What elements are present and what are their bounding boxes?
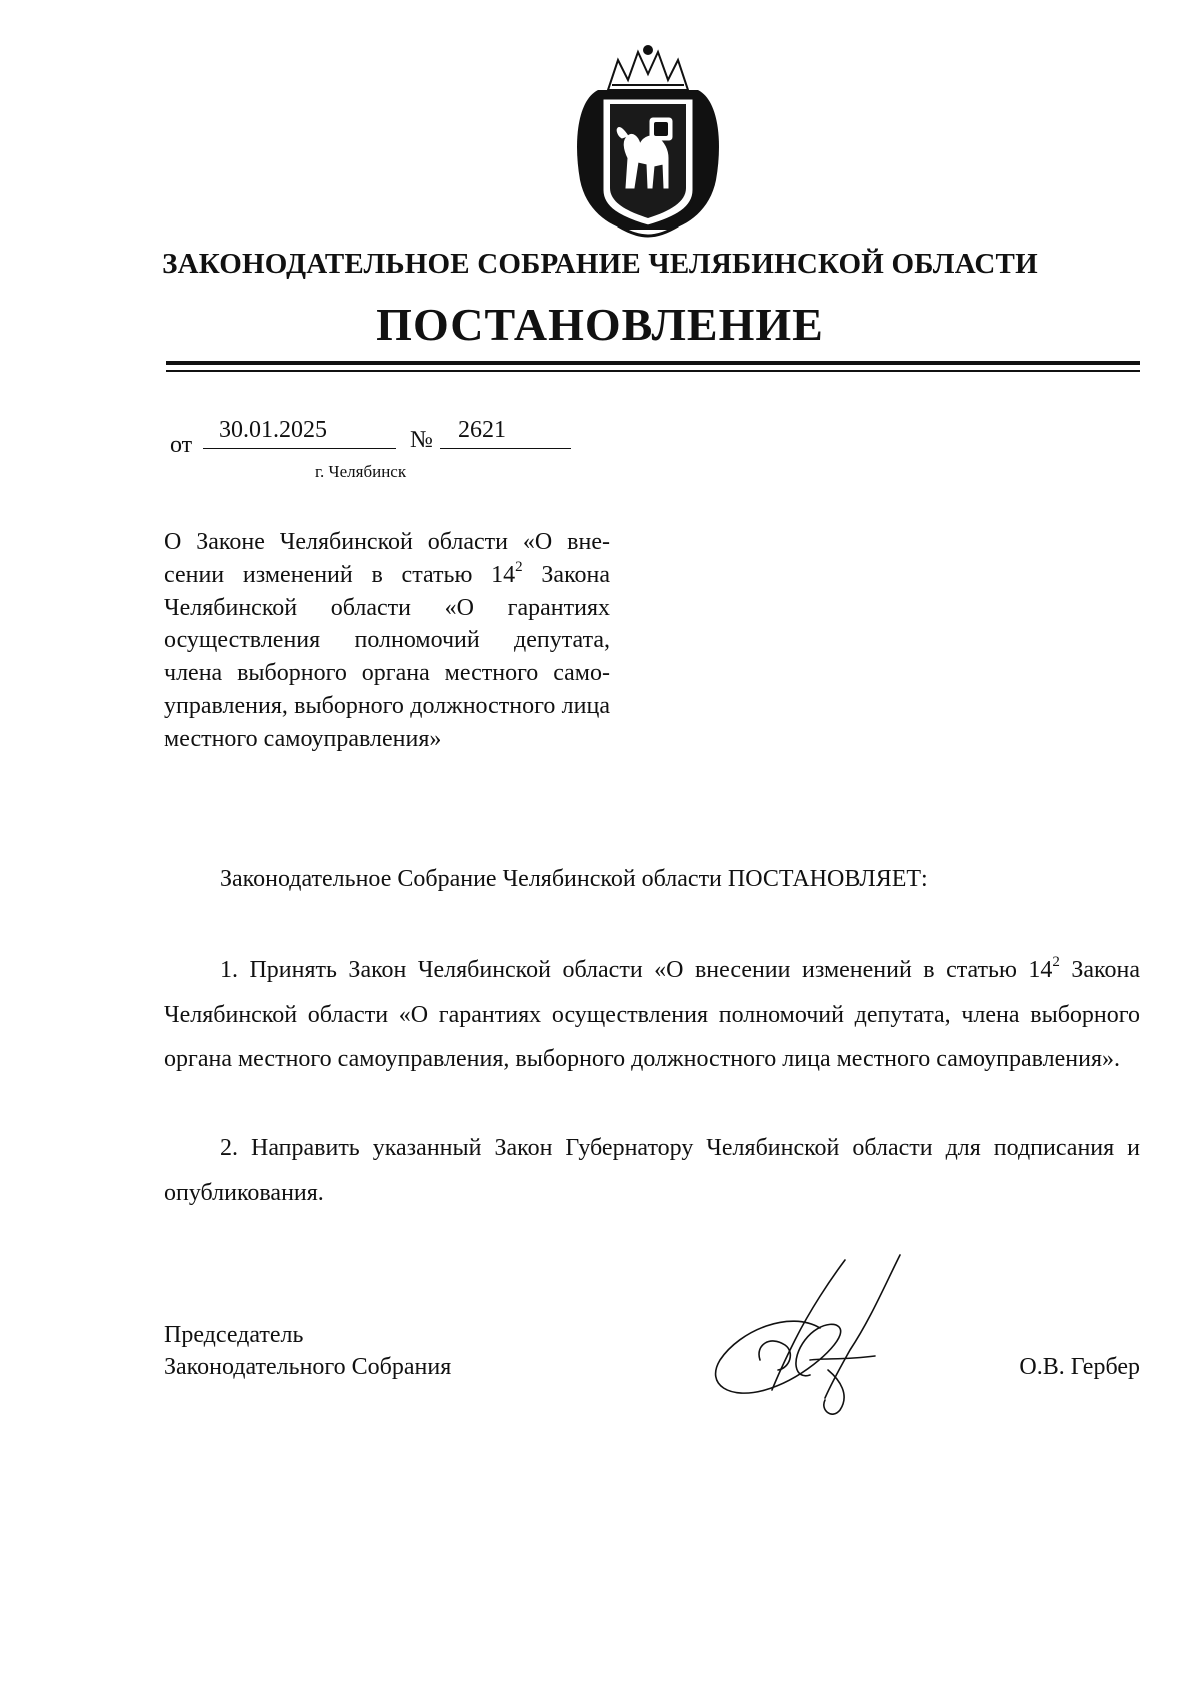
resolution-item-1 bbox=[164, 948, 1140, 1082]
resolution-preamble: Законодательное Собрание Челябинской области ПОСТАНОВЛЯЕТ: bbox=[220, 866, 928, 892]
item1-superscript: 2 bbox=[1052, 954, 1060, 970]
signer-name: О.В. Гербер bbox=[1019, 1354, 1140, 1380]
resolution-item-2: 2. Направить указанный Закон Губернатору Челябинской области для подписания и опубликования. bbox=[164, 1135, 1140, 1206]
item1-text-part2: Закона Челябинской области «О гарантиях осуществления полномочий депутата, члена выборного органа местного самоуправления, выборного должностного лица местного самоуправления». bbox=[164, 957, 1140, 1072]
document-number: 2621 bbox=[440, 417, 571, 449]
document-date: 30.01.2025 bbox=[203, 417, 396, 449]
item1-text-part1: 1. Принять Закон Челябинской области «О внесении изменений в статью 14 bbox=[220, 957, 1053, 983]
title-text-part1: О Законе Челябинской области «О внесении изменений в статью 14 bbox=[164, 529, 610, 588]
document-city: г. Челябинск bbox=[315, 462, 407, 481]
document-type: ПОСТАНОВЛЕНИЕ bbox=[376, 299, 824, 350]
header-divider-thin bbox=[166, 370, 1140, 372]
title-superscript: 2 bbox=[515, 558, 523, 575]
header-divider-thick bbox=[166, 361, 1140, 365]
title-text-part2: Закона Челябинской области «О гарантиях осуществления полномочий депутата, члена выборного органа местного самоуправления, выборного должностного лица местного самоуправления» bbox=[164, 561, 611, 752]
coat-of-arms-icon bbox=[568, 40, 728, 240]
document-title bbox=[164, 526, 610, 756]
organization-name: ЗАКОНОДАТЕЛЬНОЕ СОБРАНИЕ ЧЕЛЯБИНСКОЙ ОБЛАСТИ bbox=[162, 248, 1038, 280]
date-prefix-label: от bbox=[170, 432, 193, 458]
signer-title-line1: Председатель bbox=[164, 1322, 304, 1348]
number-label: № bbox=[410, 427, 433, 453]
handwritten-signature bbox=[700, 1250, 930, 1420]
signer-title-line2: Законодательного Собрания bbox=[164, 1354, 452, 1380]
